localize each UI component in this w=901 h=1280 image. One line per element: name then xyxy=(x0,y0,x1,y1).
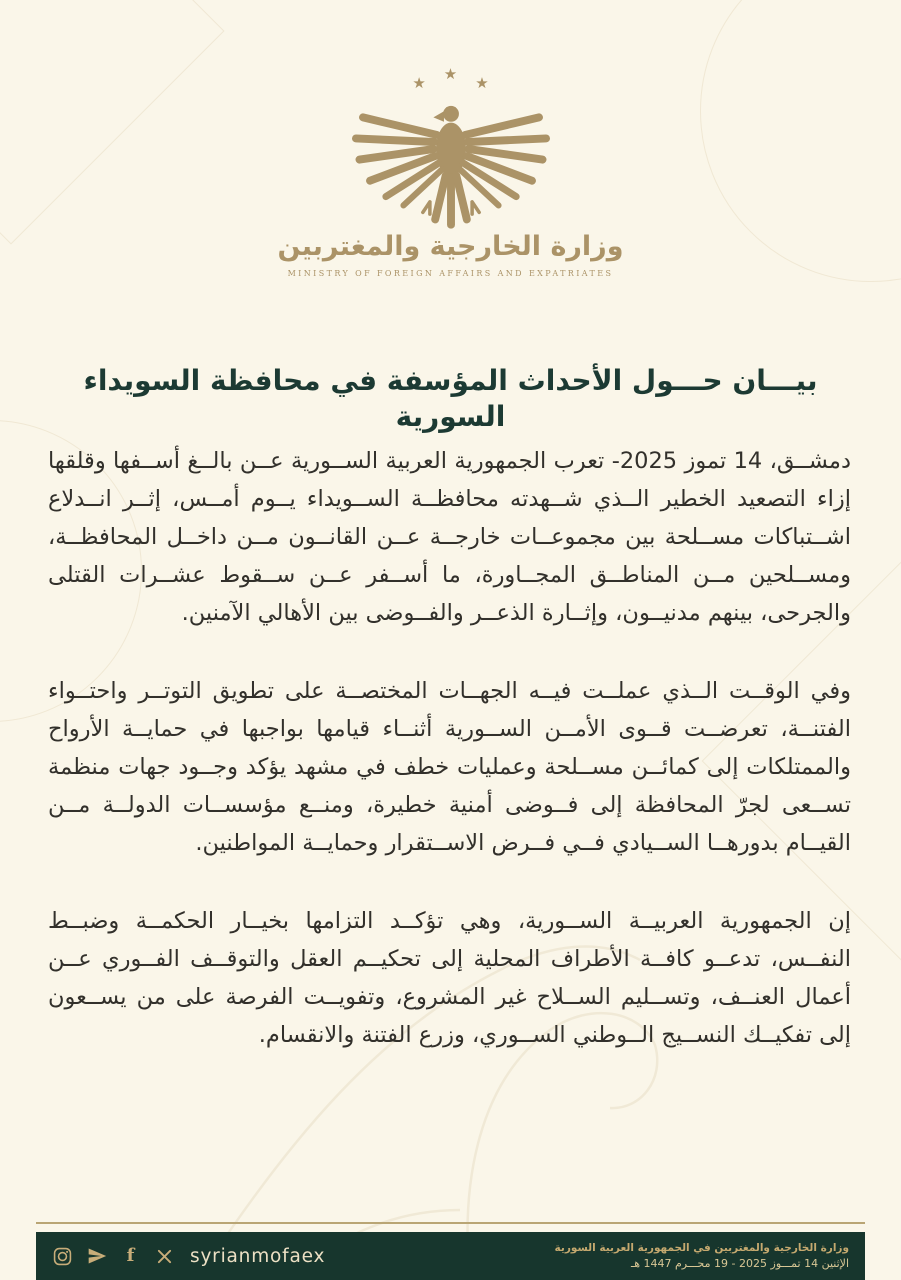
statement-title: بيـــان حـــول الأحداث المؤسفة في محافظة السويداء السورية xyxy=(83,363,818,434)
ministry-name-calligraphy: وزارة الخارجية والمغتربين xyxy=(277,231,624,262)
star-icon: ★ xyxy=(443,65,458,83)
social-icons xyxy=(52,1246,175,1267)
ministry-caption-en: MINISTRY OF FOREIGN AFFAIRS AND EXPATRIATES xyxy=(287,268,614,278)
telegram-icon[interactable] xyxy=(86,1246,107,1267)
instagram-icon[interactable] xyxy=(52,1246,73,1267)
social-handle: syrianmofaex xyxy=(190,1245,326,1267)
star-icon: ★ xyxy=(412,74,426,92)
statement-paragraph: إن الجمهورية العربيــة الســورية، وهي تؤكــد التزامها بخيــار الحكمــة وضبــط النفــس، تدعــو كافــة الأطراف المحلية إلى تحكيــم العقل والتوقــف الفــوري عــن أعمال العنــف، وتســليم الســلاح غير المشروع، وتفويــت الفرصة على من يســعون إلى تفكيــك النســيج الــوطني الســوري، وزرع الفتنة والانقسام. xyxy=(48,908,851,1048)
footer-bar xyxy=(36,1232,865,1280)
ministry-emblem xyxy=(0,65,901,278)
eagle-icon xyxy=(321,98,581,230)
emblem-stars xyxy=(0,65,901,98)
footer-divider xyxy=(36,1222,865,1224)
statement-body xyxy=(48,442,851,1054)
statement-paragraph: وفي الوقــت الــذي عملــت فيــه الجهــات المختصــة على تطويق التوتــر واحتــواء الفتنــة، تعرضــت قــوى الأمــن الســورية أثنــاء قيامها بواجبها في حمايــة الأرواح والممتلكات إلى كمائــن مســلحة وعمليات خطف في مشهد يؤكد وجــود جهات منظمة تســعى لجرّ المحافظة إلى فــوضى أمنية خطيرة، ومنــع مؤسســات الدولــة مــن القيــام بدورهــا الســيادي فــي فــرض الاســتقرار وحمايــة المواطنين. xyxy=(48,678,851,856)
footer-date-line: الإثنين 14 تمـــوز 2025 - 19 محـــرم 1447 هـ xyxy=(630,1257,849,1270)
star-icon: ★ xyxy=(475,74,489,92)
footer-ministry-line: وزارة الخارجية والمغتربين في الجمهورية العربية السورية xyxy=(554,1242,849,1254)
footer-social-group xyxy=(52,1246,329,1267)
footer-ministry-info xyxy=(555,1241,849,1271)
x-icon[interactable] xyxy=(154,1246,175,1267)
facebook-icon[interactable]: f xyxy=(126,1245,135,1266)
statement-paragraph: دمشــق، 14 تموز 2025- تعرب الجمهورية العربية الســورية عــن بالــغ أســفها وقلقها إزاء التصعيد الخطير الــذي شــهدته محافظــة الســويداء يــوم أمــس، إثــر انــدلاع اشــتباكات مســلحة بين مجموعــات خارجــة عــن القانــون مــن داخــل المحافظــة، ومســلحين مــن المناطــق المجــاورة، ما أســفر عــن ســقوط عشــرات القتلى والجرحى، بينهم مدنيــون، وإثــارة الذعــر والفــوضى بين الأهالي الآمنين. xyxy=(48,448,851,626)
